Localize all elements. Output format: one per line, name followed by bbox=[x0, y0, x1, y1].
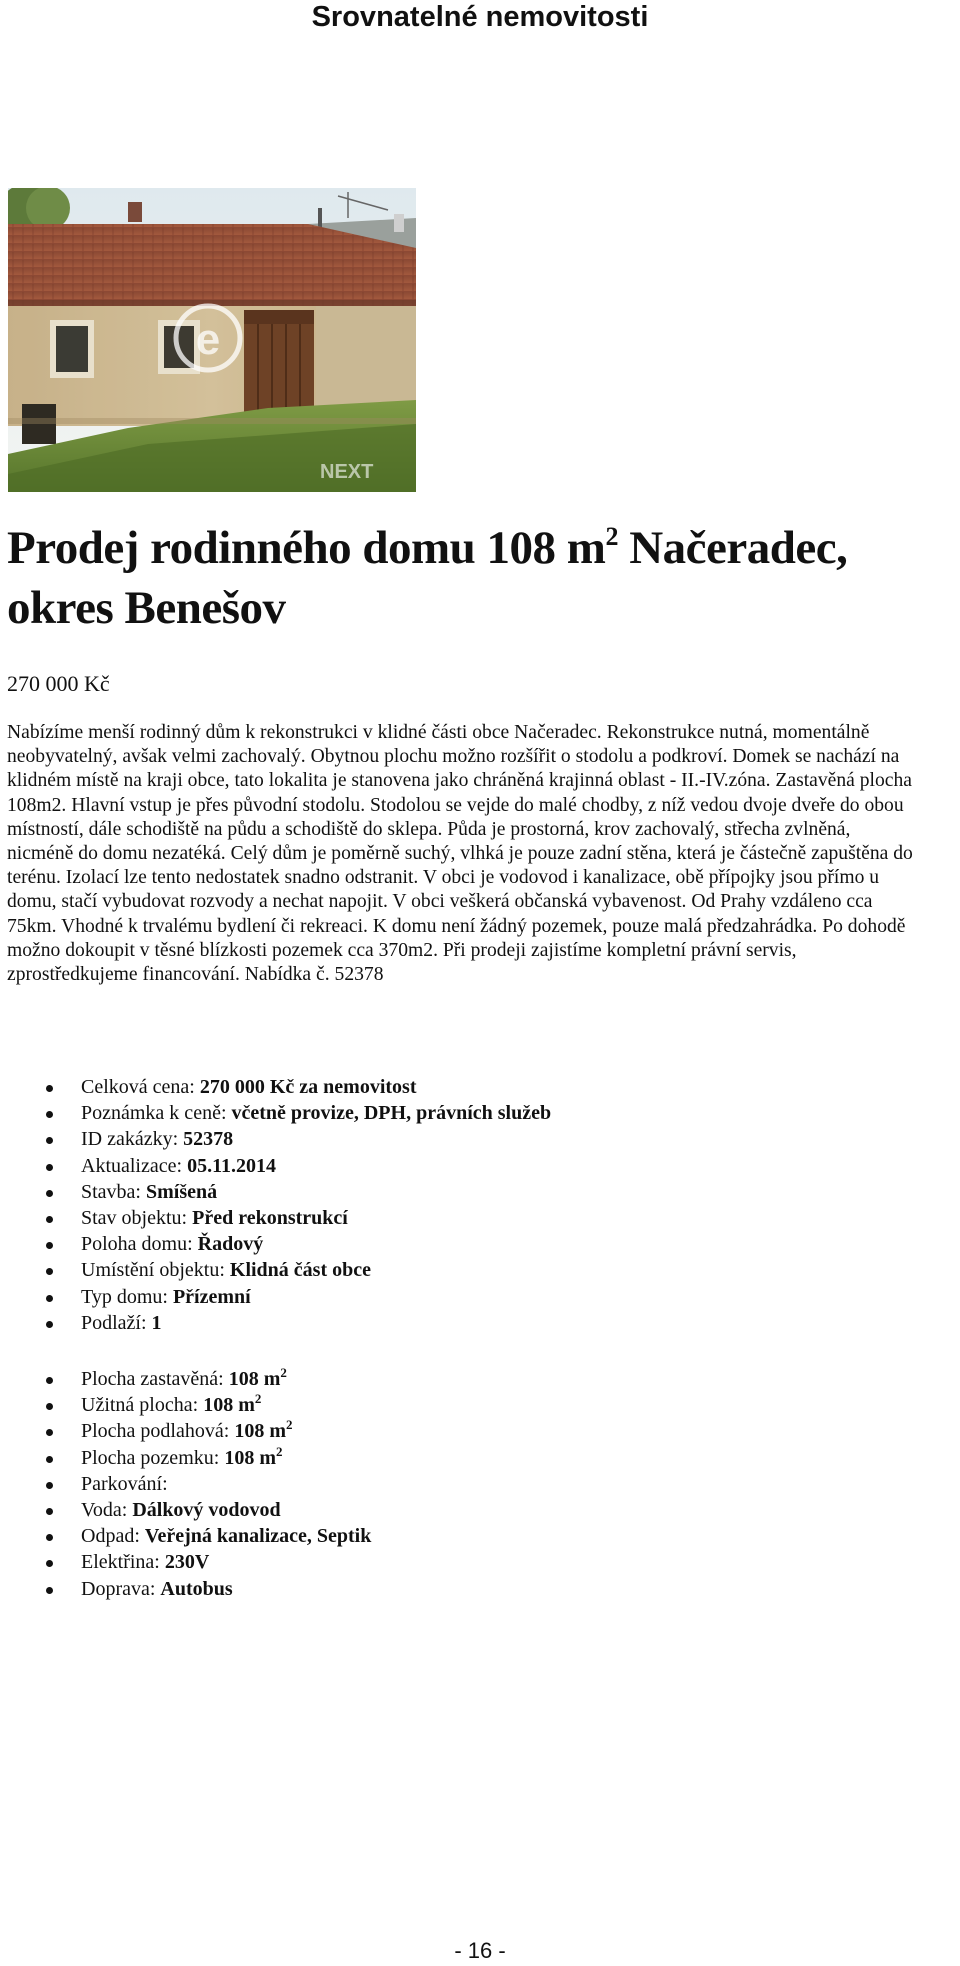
listing-price: 270 000 Kč bbox=[7, 671, 110, 696]
list-item: Stavba: Smíšená bbox=[81, 1179, 960, 1205]
property-details-list bbox=[0, 1074, 960, 1336]
list-item: Odpad: Veřejná kanalizace, Septik bbox=[81, 1523, 960, 1549]
photo-watermark-text: NEXT bbox=[320, 461, 374, 483]
list-item: ID zakázky: 52378 bbox=[81, 1126, 960, 1152]
list-item: Podlaží: 1 bbox=[81, 1310, 960, 1336]
list-item: Celková cena: 270 000 Kč za nemovitost bbox=[81, 1074, 960, 1100]
property-utilities-list bbox=[0, 1366, 960, 1602]
list-item: Plocha podlahová: 108 $m^2$ bbox=[81, 1418, 960, 1444]
list-item: Parkování: bbox=[81, 1471, 960, 1497]
list-item: Voda: Dálkový vodovod bbox=[81, 1497, 960, 1523]
property-photo bbox=[8, 188, 416, 492]
list-item: Typ domu: Přízemní bbox=[81, 1284, 960, 1310]
list-item: Stav objektu: Před rekonstrukcí bbox=[81, 1205, 960, 1231]
page-number: - 16 - bbox=[454, 1938, 506, 1963]
list-item: Umístění objektu: Klidná část obce bbox=[81, 1257, 960, 1283]
page-header-title: Srovnatelné nemovitosti bbox=[311, 1, 649, 33]
list-item: Poloha domu: Řadový bbox=[81, 1231, 960, 1257]
listing-description: Nabízíme menší rodinný dům k rekonstrukci v klidné části obce Načeradec. Rekonstrukce nutná, momentálně neobyvatelný, avšak velmi zachovalý. Obytnou plochu možno rozšířit o stodolu a podkroví. Domek se nachází na klidném místě na kraji obce, tato lokalita je stanovena jako chráněná krajinná oblast - II.-IV.zóna. Zastavěná plocha 108m2. Hlavní vstup je přes původní stodolu. Stodolou se vejde do malé chodby, z níž vedou dvoje dveře do obou místností, dále schodiště na půdu a schodiště do sklepa. Půda je prostorná, krov zachovalý, střecha zvlněná, nicméně do domu nezatéká. Celý dům je poměrně suchý, vlhká je pouze zadní stěna, která je částečně zapuštěna do terénu. Izolací lze tento nedostatek snadno odstranit. V obci je vodovod i kanalizace, obě přípojky jsou přímo u domu, stačí vybudovat rozvody a nechat napojit. V obci veškerá občanská vybavenost. Od Prahy vzdáleno cca 75km. Vhodné k trvalému bydlení či rekreaci. K domu není žádný pozemek, pouze malá předzahrádka. Po dohodě možno dokoupit v těsné blízkosti pozemek cca 370m2. Při prodeji zajistíme kompletní právní servis, zprostředkujeme financování. Nabídka č. 52378 bbox=[7, 722, 913, 986]
list-item: Elektřina: 230V bbox=[81, 1549, 960, 1575]
photo-watermark-logo: e bbox=[195, 315, 221, 364]
listing-title: Prodej rodinného domu 108 $m^2$ Načeradec, okres Benešov bbox=[7, 522, 848, 634]
list-item: Doprava: Autobus bbox=[81, 1576, 960, 1602]
list-item: Plocha pozemku: 108 $m^2$ bbox=[81, 1445, 960, 1471]
list-item: Užitná plocha: 108 $m^2$ bbox=[81, 1392, 960, 1418]
list-item: Aktualizace: 05.11.2014 bbox=[81, 1153, 960, 1179]
list-item: Plocha zastavěná: 108 $m^2$ bbox=[81, 1366, 960, 1392]
list-item: Poznámka k ceně: včetně provize, DPH, právních služeb bbox=[81, 1100, 960, 1126]
